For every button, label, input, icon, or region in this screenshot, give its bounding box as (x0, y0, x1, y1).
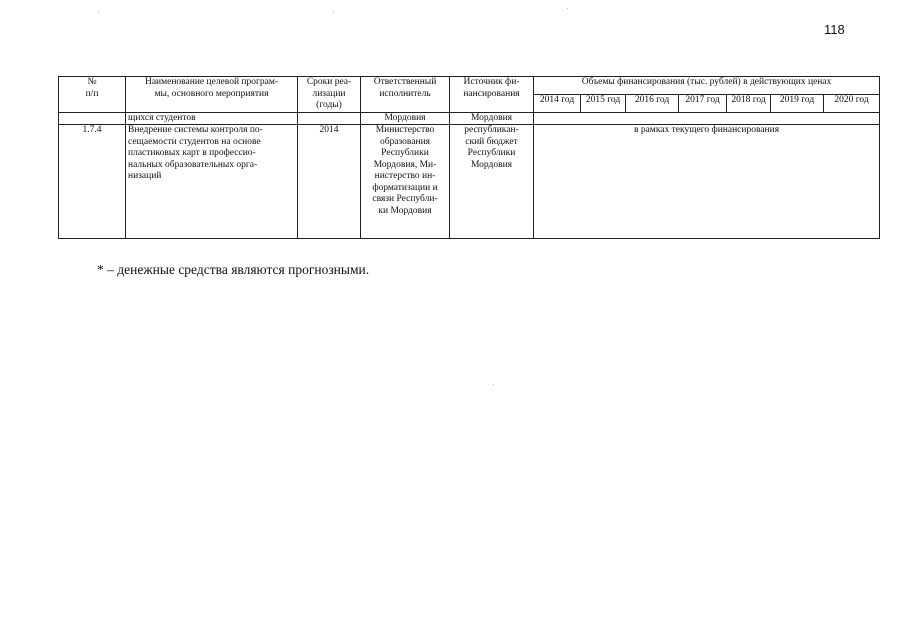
scan-speck (493, 384, 494, 385)
page-number: 118 (824, 22, 845, 37)
cell-source: Мордовия (450, 112, 534, 125)
header-period: Сроки реа- лизации (годы) (298, 77, 361, 113)
header-year-2015: 2015 год (581, 94, 626, 112)
header-year-2014: 2014 год (534, 94, 581, 112)
cell-period: 2014 (298, 125, 361, 239)
cell-executor: Мордовия (361, 112, 450, 125)
financing-table (58, 76, 880, 239)
header-year-2020: 2020 год (824, 94, 880, 112)
header-executor: Ответственный исполнитель (361, 77, 450, 113)
header-year-2019: 2019 год (771, 94, 824, 112)
header-number: № п/п (59, 77, 126, 113)
cell-number: 1.7.4 (59, 125, 126, 239)
header-year-2018: 2018 год (727, 94, 771, 112)
cell-financing (534, 112, 880, 125)
cell-number (59, 112, 126, 125)
table-row (59, 112, 880, 125)
cell-financing: в рамках текущего финансирования (534, 125, 880, 239)
header-year-2016: 2016 год (626, 94, 679, 112)
header-financing-volume: Объемы финансирования (тыс. рублей) в действующих ценах (534, 77, 880, 95)
table-row (59, 125, 880, 239)
cell-source: республикан- ский бюджет Республики Мордовия (450, 125, 534, 239)
footnote: * – денежные средства являются прогнозными. (97, 262, 370, 277)
cell-period (298, 112, 361, 125)
cell-name: Внедрение системы контроля по- сещаемости студентов на основе пластиковых карт в профессио- нальных образовательных орга- низаций (126, 125, 298, 239)
table-header-row (59, 77, 880, 95)
scan-speck (333, 12, 334, 13)
header-source: Источник фи- нансирования (450, 77, 534, 113)
header-year-2017: 2017 год (679, 94, 727, 112)
scan-speck (98, 12, 99, 13)
header-name: Наименование целевой програм- мы, основного мероприятия (126, 77, 298, 113)
scan-speck (567, 8, 568, 9)
cell-name: щихся студентов (126, 112, 298, 125)
cell-executor: Министерство образования Республики Мордовия, Ми- нистерство ин- форматизации и связи Республи- ки Мордовия (361, 125, 450, 239)
